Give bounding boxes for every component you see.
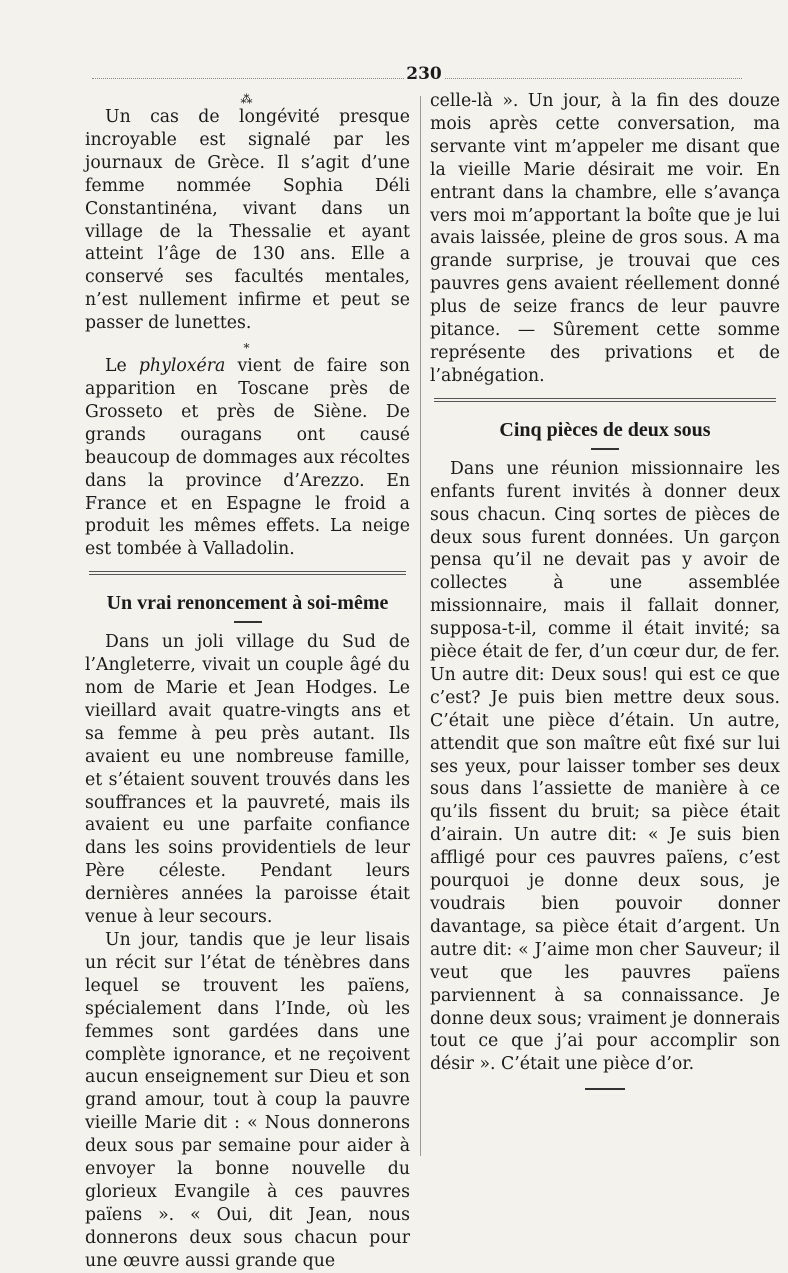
title-dash bbox=[591, 448, 619, 450]
right-column bbox=[430, 90, 780, 1090]
story-paragraph: Un jour, tandis que je leur lisais un récit sur l’état de ténèbres dans lequel se trouvent les païens, spécialement dans l’Inde, où les femmes sont gardées dans une complète ignorance, et ne reçoivent aucun enseignement sur Dieu et son grand amour, tout à coup la pauvre vieille Marie dit : « Nous donnerons deux sous par semaine pour aider à envoyer la bonne nouvelle du glorieux Evangile à ces pauvres païens ». « Oui, dit Jean, nous donnerons deux sous chacun pour une œuvre aussi grande que bbox=[85, 930, 410, 1271]
left-column bbox=[85, 90, 410, 1273]
section-title: Cinq pièces de deux sous bbox=[499, 418, 711, 441]
end-dash bbox=[585, 1088, 625, 1090]
story-paragraph: Dans un joli village du Sud de l’Angleterre, vivait un couple âgé du nom de Marie et Jean Hodges. Le vieillard avait quatre-vingts ans et sa femme à peu près autant. Ils avaient eu une nombreuse famille, et s’étaient souvent trouvés dans les souffrances et la pauvreté, mais ils avaient eu une parfaite confiance dans les soins providentiels de leur Père céleste. Pendant leurs dernières années la paroisse était venue à leur secours. bbox=[85, 632, 410, 928]
news-text: vient de faire son apparition en Toscane près de Grosseto et près de Siène. De grands ouragans ont causé beaucoup de dommages aux récoltes dans la province d’Arezzo. En France et en Espagne le froid a produit les mêmes effets. La neige est tombée à Valladolin. bbox=[85, 356, 410, 560]
story-continuation: celle-là ». Un jour, à la fin des douze mois après cette conversation, ma servante vint m’appeler me disant que la vieille Marie désirait me voir. En entrant dans la chambre, elle s’avança vers moi m’apportant la boîte que je lui avais laissée, pleine de gros sous. A ma grande surprise, je trouvai que ces pauvres gens avaient réellement donné plus de seize francs de leur pauvre pitance. — Sûrement cette somme représente des privations et de l’abnégation. bbox=[430, 91, 780, 386]
news-item-longevity: Un cas de longévité presque incroyable est signalé par les journaux de Grèce. Il s’agit d’une femme nommée Sophia Déli Constantinéna, vivant dans un village de la Thessalie et ayant atteint l’âge de 130 ans. Elle a conservé ses facultés mentales, n’est nullement infirme et peut se passer de lunettes. bbox=[85, 107, 410, 334]
section-separator bbox=[89, 571, 406, 575]
story-paragraph: Dans une réunion missionnaire les enfants furent invités à donner deux sous chacun. Cinq sortes de pièces de deux sous furent données. Un garçon pensa qu’il ne devait pas y avoir de collectes à une assemblée missionnaire, mais il fallait donner, supposa-t-il, comme il était invité; sa pièce était de fer, d’un cœur dur, de fer. Un autre dit: Deux sous! qui est ce que c’est? Je puis bien mettre deux sous. C’était une pièce d’étain. Un autre, attendit que son maître eût fixé sur lui ses yeux, pour laisser tomber ses deux sous dans l’assiette de manière à ce qu’ils fissent du bruit; sa pièce était d’airain. Un autre dit: « Je suis bien affligé pour ces pauvres païens, c’est pourquoi je donne deux sous, je voudrais bien pouvoir donner davantage, sa pièce était d’argent. Un autre dit: « J’aime mon cher Sauveur; il veut que les pauvres païens parviennent à sa connaissance. Je donne deux sous; vraiment je donnerais tout ce que j’ai pour accomplir son désir ». C’était une pièce d’or. bbox=[430, 458, 780, 1075]
italic-term: phyloxéra bbox=[138, 356, 226, 377]
title-dash bbox=[234, 621, 262, 623]
asterism-ornament: ⁂ bbox=[240, 92, 255, 106]
section-title: Un vrai renoncement à soi-même bbox=[106, 592, 389, 615]
column-divider bbox=[420, 96, 421, 1156]
section-separator bbox=[434, 398, 776, 402]
asterism-ornament: * bbox=[243, 341, 252, 356]
news-text: Le bbox=[105, 356, 139, 377]
page-number: 230 bbox=[404, 64, 444, 84]
news-item-phylloxera bbox=[85, 355, 410, 561]
